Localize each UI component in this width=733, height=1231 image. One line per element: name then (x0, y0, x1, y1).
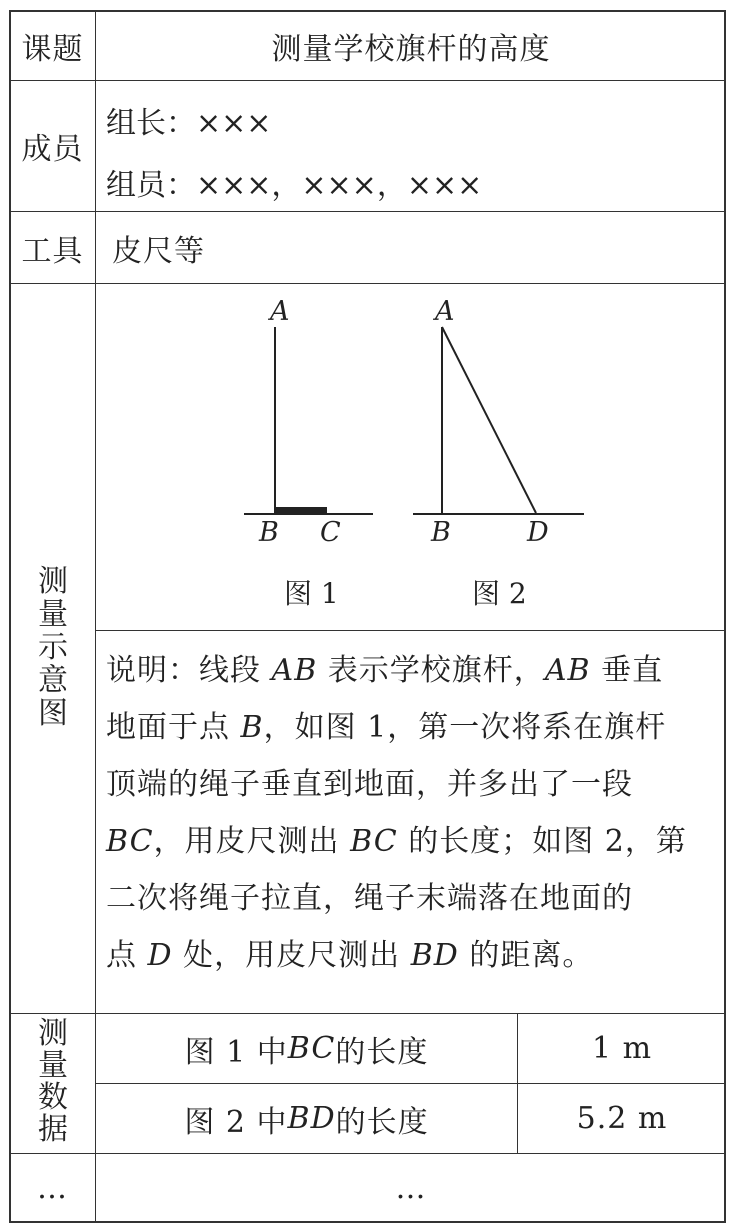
description-line: BC，用皮尺测出 BC 的长度；如图 2，第 (106, 824, 687, 859)
fig2-point-a: A (435, 296, 455, 327)
member-value: ×××，×××，××× (196, 168, 483, 203)
ellipsis-value: … (395, 1170, 427, 1206)
leader-value: ××× (196, 106, 272, 141)
fig2-caption: 图 2 (472, 577, 527, 610)
fig1-point-b: B (259, 517, 279, 548)
fig2-point-b: B (431, 517, 451, 548)
leader-label: 组长： (106, 106, 196, 141)
data-label (10, 1018, 96, 1146)
fig2-point-d: D (527, 517, 549, 548)
figure-1 (244, 296, 373, 610)
tools-label: 工具 (21, 233, 84, 269)
data-row-1-value: 1 m (591, 1031, 653, 1066)
description-line: 二次将绳子拉直，绳子末端落在地面的 (106, 881, 633, 916)
math-variable: AB (544, 653, 591, 688)
data-label-char: 数 (38, 1080, 68, 1115)
math-variable: AB (271, 653, 318, 688)
description-line: 顶端的绳子垂直到地面，并多出了一段 (106, 767, 633, 802)
member-label: 组员： (106, 168, 196, 203)
fig1-point-a: A (270, 296, 290, 327)
diagram-label-char: 意 (38, 663, 68, 698)
description-paragraph (106, 642, 716, 984)
data-row-2-value: 5.2 m (576, 1101, 668, 1136)
math-variable: BD (287, 1101, 336, 1136)
data-label-char: 量 (38, 1048, 68, 1083)
diagram-label-char: 示 (38, 630, 68, 665)
fig1-point-c: C (320, 517, 341, 548)
diagram-label-char: 图 (38, 696, 68, 731)
data-row-1-label: 图 1 中 BC 的长度 (184, 1031, 429, 1070)
math-variable: D (147, 938, 173, 973)
data-label-char: 测 (38, 1016, 68, 1051)
description-line: 点 D 处，用皮尺测出 BD 的距离。 (106, 938, 594, 973)
math-variable: BC (287, 1031, 336, 1066)
subject-label: 课题 (21, 31, 84, 67)
ellipsis-label: … (37, 1170, 68, 1206)
diagram-label-char: 量 (38, 597, 68, 632)
figure-2 (413, 296, 584, 610)
math-variable: BC (106, 824, 154, 859)
diagram-label-char: 测 (38, 564, 68, 599)
data-label-char: 据 (38, 1112, 68, 1147)
fig2-rope-line (442, 327, 536, 513)
members-label: 成员 (21, 132, 84, 167)
math-variable: BD (410, 938, 459, 973)
tools-value: 皮尺等 (112, 233, 205, 269)
description-line: 说明：线段 AB 表示学校旗杆，AB 垂直 (106, 653, 664, 688)
data-row-2-label: 图 2 中 BD 的长度 (184, 1101, 429, 1140)
math-variable: BC (350, 824, 398, 859)
fig1-caption: 图 1 (284, 577, 339, 610)
math-variable: B (240, 710, 264, 745)
subject-value: 测量学校旗杆的高度 (271, 31, 551, 67)
description-line: 地面于点 B，如图 1，第一次将系在旗杆 (106, 710, 667, 745)
